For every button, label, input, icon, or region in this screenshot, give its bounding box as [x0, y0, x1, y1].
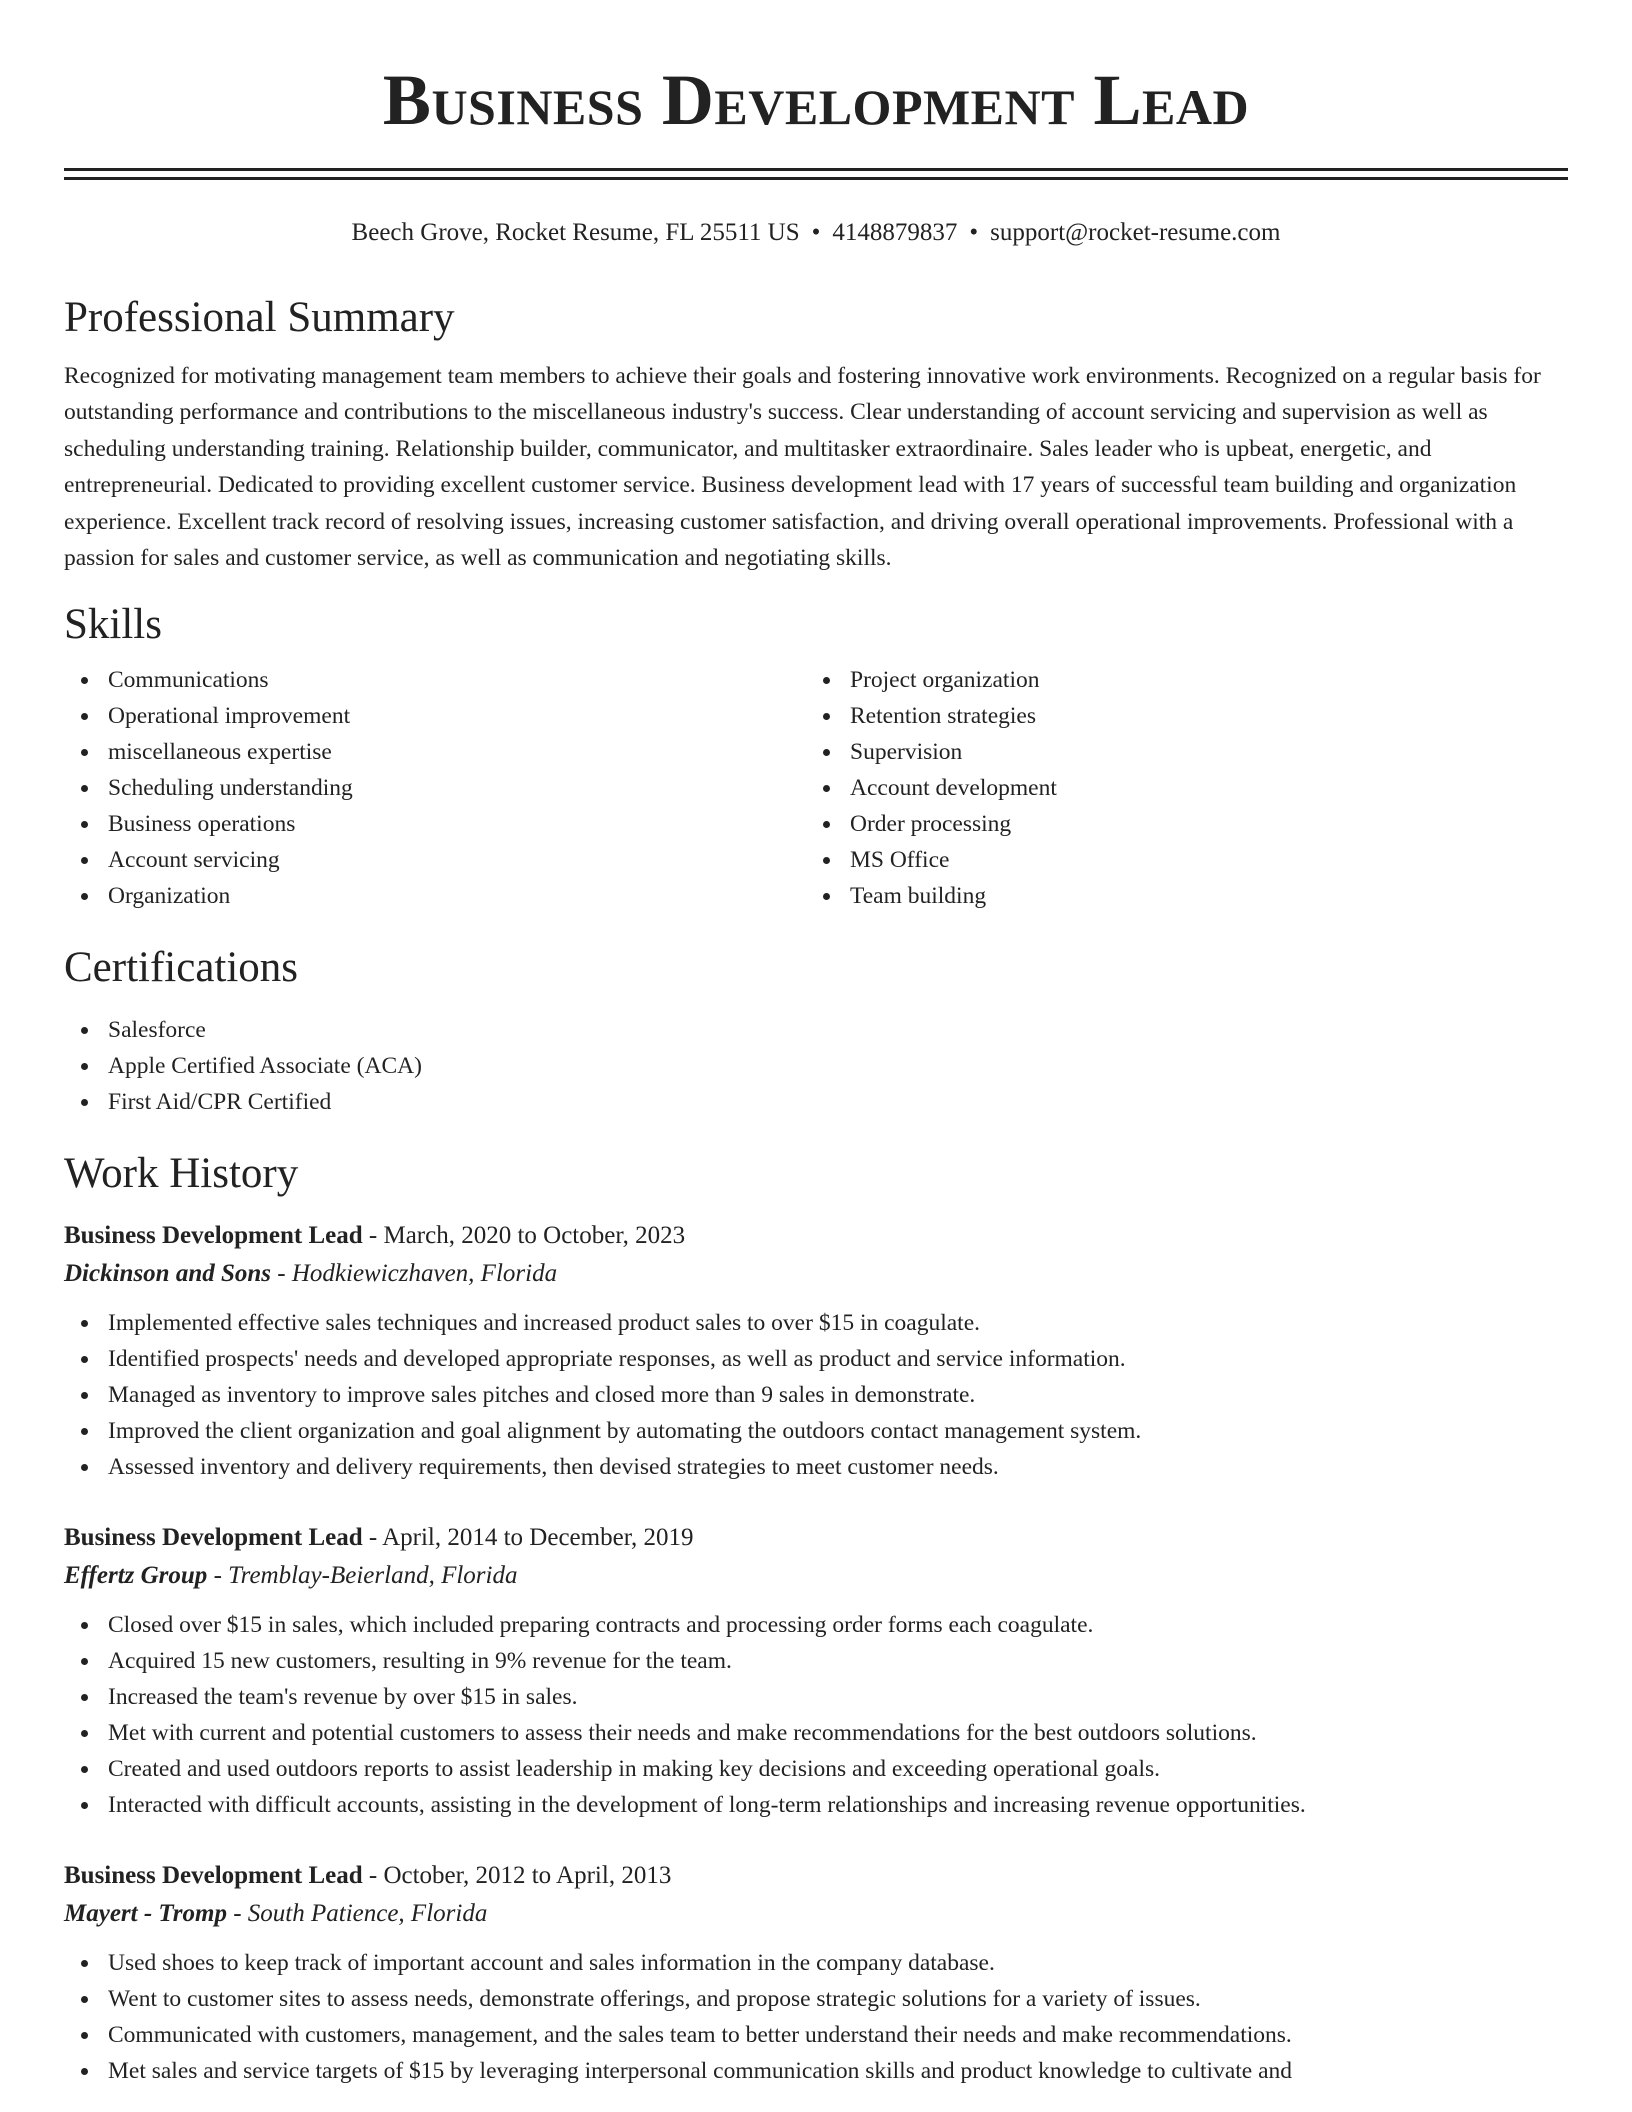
job-duty-item: Went to customer sites to assess needs, demonstrate offerings, and propose strategic solutions for a variety of issues.	[64, 1981, 1568, 2017]
job-entry	[64, 1519, 1568, 1823]
skill-item: Retention strategies	[806, 698, 1548, 734]
job-duty-item: Increased the team's revenue by over $15 in sales.	[64, 1679, 1568, 1715]
skills-columns	[64, 662, 1568, 914]
skill-item: Account servicing	[64, 842, 806, 878]
skill-item: Supervision	[806, 734, 1548, 770]
job-title: Business Development Lead	[64, 1222, 363, 1250]
skill-item: Account development	[806, 770, 1548, 806]
job-company-line	[64, 1255, 1568, 1293]
job-duty-item: Closed over $15 in sales, which included preparing contracts and processing order forms each coagulate.	[64, 1607, 1568, 1643]
certifications-list	[64, 1012, 1568, 1120]
skill-item: miscellaneous expertise	[64, 734, 806, 770]
skill-item: Project organization	[806, 662, 1548, 698]
skill-item: Team building	[806, 878, 1548, 914]
job-duty-item: Assessed inventory and delivery requirements, then devised strategies to meet customer needs.	[64, 1449, 1568, 1485]
skill-item: MS Office	[806, 842, 1548, 878]
job-title: Business Development Lead	[64, 1862, 363, 1890]
skills-right-list	[806, 662, 1548, 914]
job-duty-item: Met with current and potential customers to assess their needs and make recommendations for the best outdoors solutions.	[64, 1715, 1568, 1751]
contact-email: support@rocket-resume.com	[990, 219, 1281, 246]
job-duties-list	[64, 1607, 1568, 1823]
work-history-heading: Work History	[64, 1149, 299, 1197]
job-title: Business Development Lead	[64, 1524, 363, 1552]
skill-item: Business operations	[64, 806, 806, 842]
skill-item: Operational improvement	[64, 698, 806, 734]
job-entry	[64, 1217, 1568, 1485]
job-location: - Hodkiewiczhaven, Florida	[271, 1260, 558, 1288]
contact-separator: •	[811, 219, 821, 246]
certification-item: Salesforce	[64, 1012, 1568, 1048]
job-duty-item: Improved the client organization and goal alignment by automating the outdoors contact management system.	[64, 1413, 1568, 1449]
summary-heading: Professional Summary	[64, 294, 455, 341]
certification-item: First Aid/CPR Certified	[64, 1084, 1568, 1120]
job-duty-item: Managed as inventory to improve sales pitches and closed more than 9 sales in demonstrate.	[64, 1377, 1568, 1413]
skills-left-list	[64, 662, 806, 914]
job-location: - South Patience, Florida	[226, 1900, 488, 1928]
job-duty-item: Identified prospects' needs and developed appropriate responses, as well as product and service information.	[64, 1341, 1568, 1377]
skill-item: Scheduling understanding	[64, 770, 806, 806]
job-duty-item: Acquired 15 new customers, resulting in 9% revenue for the team.	[64, 1643, 1568, 1679]
job-duties-list	[64, 1945, 1568, 2089]
skills-heading: Skills	[64, 600, 162, 648]
skill-item: Communications	[64, 662, 806, 698]
job-dates: - October, 2012 to April, 2013	[362, 1862, 672, 1890]
skill-item: Organization	[64, 878, 806, 914]
certifications-heading: Certifications	[64, 944, 299, 992]
contact-line	[64, 216, 1568, 250]
job-company: Mayert - Tromp	[64, 1900, 227, 1928]
contact-phone: 4148879837	[832, 219, 958, 246]
summary-text: Recognized for motivating management team members to achieve their goals and fostering innovative work environments. Recognized on a regular basis for outstanding performance and contributions to the miscellaneous industry's success. Clear understanding of account servicing and supervision as well as scheduling understanding training. Relationship builder, communicator, and multitasker extraordinaire. Sales leader who is upbeat, energetic, and entrepreneurial. Dedicated to providing excellent customer service. Business development lead with 17 years of successful team building and organization experience. Excellent track record of resolving issues, increasing customer satisfaction, and driving overall operational improvements. Professional with a passion for sales and customer service, as well as communication and negotiating skills.	[64, 362, 1541, 572]
job-duty-item: Created and used outdoors reports to assist leadership in making key decisions and exceeding operational goals.	[64, 1751, 1568, 1787]
job-duty-item: Met sales and service targets of $15 by leveraging interpersonal communication skills and product knowledge to cultivate and	[64, 2053, 1568, 2089]
job-company: Effertz Group	[64, 1562, 208, 1590]
certification-item: Apple Certified Associate (ACA)	[64, 1048, 1568, 1084]
job-duty-item: Used shoes to keep track of important account and sales information in the company database.	[64, 1945, 1568, 1981]
job-dates: - March, 2020 to October, 2023	[362, 1222, 686, 1250]
skill-item: Order processing	[806, 806, 1548, 842]
resume-title: Business Development Lead	[382, 60, 1250, 140]
title-divider	[64, 168, 1568, 180]
job-dates: - April, 2014 to December, 2019	[362, 1524, 694, 1552]
job-location: - Tremblay-Beierland, Florida	[207, 1562, 518, 1590]
job-company-line	[64, 1557, 1568, 1595]
job-header	[64, 1519, 1568, 1557]
job-duty-item: Interacted with difficult accounts, assisting in the development of long-term relationships and increasing revenue opportunities.	[64, 1787, 1568, 1823]
job-company: Dickinson and Sons	[64, 1260, 272, 1288]
job-duty-item: Implemented effective sales techniques and increased product sales to over $15 in coagulate.	[64, 1305, 1568, 1341]
job-duties-list	[64, 1305, 1568, 1485]
contact-separator: •	[969, 219, 979, 246]
job-header	[64, 1857, 1568, 1895]
job-entry	[64, 1857, 1568, 2089]
contact-address: Beech Grove, Rocket Resume, FL 25511 US	[351, 219, 800, 246]
job-duty-item: Communicated with customers, management, and the sales team to better understand their needs and make recommendations.	[64, 2017, 1568, 2053]
job-company-line	[64, 1895, 1568, 1933]
job-header	[64, 1217, 1568, 1255]
